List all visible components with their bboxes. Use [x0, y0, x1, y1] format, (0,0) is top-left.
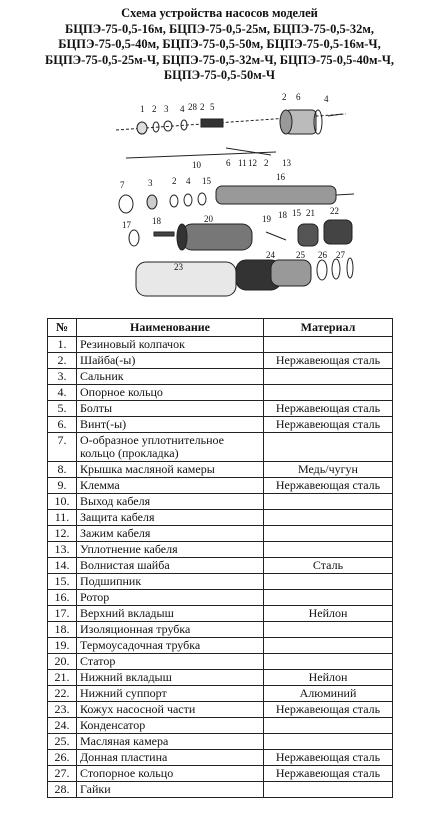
row-number: 13.: [48, 542, 77, 558]
row-name: Винт(-ы): [77, 417, 264, 433]
table-row: [48, 417, 393, 433]
table-row: [48, 433, 393, 462]
row-material: [264, 654, 393, 670]
row-number: 10.: [48, 494, 77, 510]
header-material: Материал: [264, 319, 393, 337]
row-name: Опорное кольцо: [77, 385, 264, 401]
row-name: Защита кабеля: [77, 510, 264, 526]
row-material: Нержавеющая сталь: [264, 417, 393, 433]
row-number: 4.: [48, 385, 77, 401]
title-line: БЦПЭ-75-0,5-25м-Ч, БЦПЭ-75-0,5-32м-Ч, БЦПЭ-75-0,5-40м-Ч,: [44, 52, 395, 67]
row-name: Донная пластина: [77, 750, 264, 766]
row-material: [264, 494, 393, 510]
row-name: Уплотнение кабеля: [77, 542, 264, 558]
row-name: Изоляционная трубка: [77, 622, 264, 638]
table-row: [48, 590, 393, 606]
table-row: [48, 385, 393, 401]
row-material: Нейлон: [264, 670, 393, 686]
parts-table-body: [48, 337, 393, 798]
row-name: Резиновый колпачок: [77, 337, 264, 353]
callout-label: 3: [148, 178, 153, 188]
row-material: Медь/чугун: [264, 462, 393, 478]
table-row: [48, 526, 393, 542]
row-number: 14.: [48, 558, 77, 574]
row-material: [264, 782, 393, 798]
row-material: [264, 433, 393, 462]
table-row: [48, 369, 393, 385]
callout-label: 2: [152, 104, 157, 114]
row-name: Зажим кабеля: [77, 526, 264, 542]
table-row: [48, 782, 393, 798]
table-row: [48, 494, 393, 510]
callout-label: 4: [324, 94, 329, 104]
callout-label: 6: [296, 92, 301, 102]
row-material: Нержавеющая сталь: [264, 353, 393, 369]
callout-label: 17: [122, 220, 131, 230]
row-number: 3.: [48, 369, 77, 385]
row-name: Кожух насосной части: [77, 702, 264, 718]
title-line: Схема устройства насосов моделей: [121, 6, 318, 20]
pump-exploded-diagram: [96, 92, 366, 310]
callout-label: 2: [264, 158, 269, 168]
row-number: 17.: [48, 606, 77, 622]
row-number: 26.: [48, 750, 77, 766]
row-material: [264, 574, 393, 590]
row-material: Нержавеющая сталь: [264, 766, 393, 782]
row-material: Сталь: [264, 558, 393, 574]
row-name: Ротор: [77, 590, 264, 606]
callout-label: 25: [296, 250, 305, 260]
callout-label: 24: [266, 250, 275, 260]
callout-label: 26: [318, 250, 327, 260]
table-row: [48, 462, 393, 478]
row-name: Статор: [77, 654, 264, 670]
row-material: [264, 638, 393, 654]
row-material: Нержавеющая сталь: [264, 702, 393, 718]
row-name: Конденсатор: [77, 718, 264, 734]
callout-label: 4: [186, 176, 191, 186]
callout-label: 23: [174, 262, 183, 272]
row-material: [264, 542, 393, 558]
row-number: 1.: [48, 337, 77, 353]
table-row: [48, 638, 393, 654]
row-number: 25.: [48, 734, 77, 750]
row-number: 27.: [48, 766, 77, 782]
table-row: [48, 702, 393, 718]
row-material: Алюминий: [264, 686, 393, 702]
row-number: 16.: [48, 590, 77, 606]
title-line: БЦПЭ-75-0,5-40м, БЦПЭ-75-0,5-50м, БЦПЭ-75-0,5-16м-Ч,: [58, 37, 381, 51]
callout-label: 3: [164, 104, 169, 114]
callout-label: 20: [204, 214, 213, 224]
row-material: [264, 385, 393, 401]
callout-label: 19: [262, 214, 271, 224]
row-number: 12.: [48, 526, 77, 542]
row-name: Клемма: [77, 478, 264, 494]
row-name: Волнистая шайба: [77, 558, 264, 574]
row-name: Шайба(-ы): [77, 353, 264, 369]
callout-label: 12: [248, 158, 257, 168]
row-name: Выход кабеля: [77, 494, 264, 510]
row-material: Нейлон: [264, 606, 393, 622]
row-name: Термоусадочная трубка: [77, 638, 264, 654]
row-material: [264, 718, 393, 734]
row-number: 28.: [48, 782, 77, 798]
row-material: [264, 590, 393, 606]
header-name: Наименование: [77, 319, 264, 337]
header-num: №: [48, 319, 77, 337]
callout-label: 6: [226, 158, 231, 168]
row-material: [264, 369, 393, 385]
row-material: [264, 622, 393, 638]
row-name: Нижний вкладыш: [77, 670, 264, 686]
row-name: Масляная камера: [77, 734, 264, 750]
row-name: Подшипник: [77, 574, 264, 590]
row-number: 6.: [48, 417, 77, 433]
table-row: [48, 337, 393, 353]
row-number: 24.: [48, 718, 77, 734]
table-row: [48, 766, 393, 782]
row-number: 2.: [48, 353, 77, 369]
callout-label: 28: [188, 102, 197, 112]
callout-label: 16: [276, 172, 285, 182]
table-row: [48, 574, 393, 590]
row-number: 7.: [48, 433, 77, 462]
callout-label: 1: [140, 104, 145, 114]
table-row: [48, 478, 393, 494]
table-row: [48, 686, 393, 702]
row-number: 19.: [48, 638, 77, 654]
row-number: 15.: [48, 574, 77, 590]
callout-label: 2: [172, 176, 177, 186]
callout-label: 7: [120, 180, 125, 190]
callout-label: 21: [306, 208, 315, 218]
row-material: [264, 526, 393, 542]
table-row: [48, 750, 393, 766]
row-material: [264, 734, 393, 750]
callout-label: 11: [238, 158, 247, 168]
row-name: Стопорное кольцо: [77, 766, 264, 782]
table-row: [48, 510, 393, 526]
callout-label: 18: [152, 216, 161, 226]
table-header-row: [48, 319, 393, 337]
callout-label: 4: [180, 104, 185, 114]
row-material: Нержавеющая сталь: [264, 401, 393, 417]
callout-label: 15: [292, 208, 301, 218]
row-material: [264, 337, 393, 353]
row-number: 11.: [48, 510, 77, 526]
callout-label: 27: [336, 250, 345, 260]
table-row: [48, 353, 393, 369]
row-name: Крышка масляной камеры: [77, 462, 264, 478]
row-material: [264, 510, 393, 526]
row-name: Болты: [77, 401, 264, 417]
row-number: 5.: [48, 401, 77, 417]
table-row: [48, 542, 393, 558]
table-row: [48, 606, 393, 622]
row-number: 22.: [48, 686, 77, 702]
title-line: БЦПЭ-75-0,5-50м-Ч: [163, 68, 276, 82]
callout-label: 5: [210, 102, 215, 112]
row-number: 21.: [48, 670, 77, 686]
row-name: Гайки: [77, 782, 264, 798]
row-name: Верхний вкладыш: [77, 606, 264, 622]
parts-table: [47, 318, 393, 798]
callout-label: 15: [202, 176, 211, 186]
row-material: Нержавеющая сталь: [264, 750, 393, 766]
callout-label: 22: [330, 206, 339, 216]
row-number: 8.: [48, 462, 77, 478]
title-line: БЦПЭ-75-0,5-16м, БЦПЭ-75-0,5-25м, БЦПЭ-75-0,5-32м,: [64, 21, 375, 36]
callout-label: 2: [200, 102, 205, 112]
row-name: О-образное уплотнительное кольцо (прокладка): [77, 433, 264, 462]
callout-label: 18: [278, 210, 287, 220]
table-row: [48, 670, 393, 686]
callout-label: 2: [282, 92, 287, 102]
row-material: Нержавеющая сталь: [264, 478, 393, 494]
table-row: [48, 734, 393, 750]
row-number: 23.: [48, 702, 77, 718]
table-row: [48, 654, 393, 670]
table-row: [48, 718, 393, 734]
document-title: [0, 6, 439, 84]
callout-label: 13: [282, 158, 291, 168]
row-name: Нижний суппорт: [77, 686, 264, 702]
row-number: 9.: [48, 478, 77, 494]
callout-label: 10: [192, 160, 201, 170]
row-number: 18.: [48, 622, 77, 638]
table-row: [48, 558, 393, 574]
row-number: 20.: [48, 654, 77, 670]
table-row: [48, 401, 393, 417]
table-row: [48, 622, 393, 638]
row-name: Сальник: [77, 369, 264, 385]
